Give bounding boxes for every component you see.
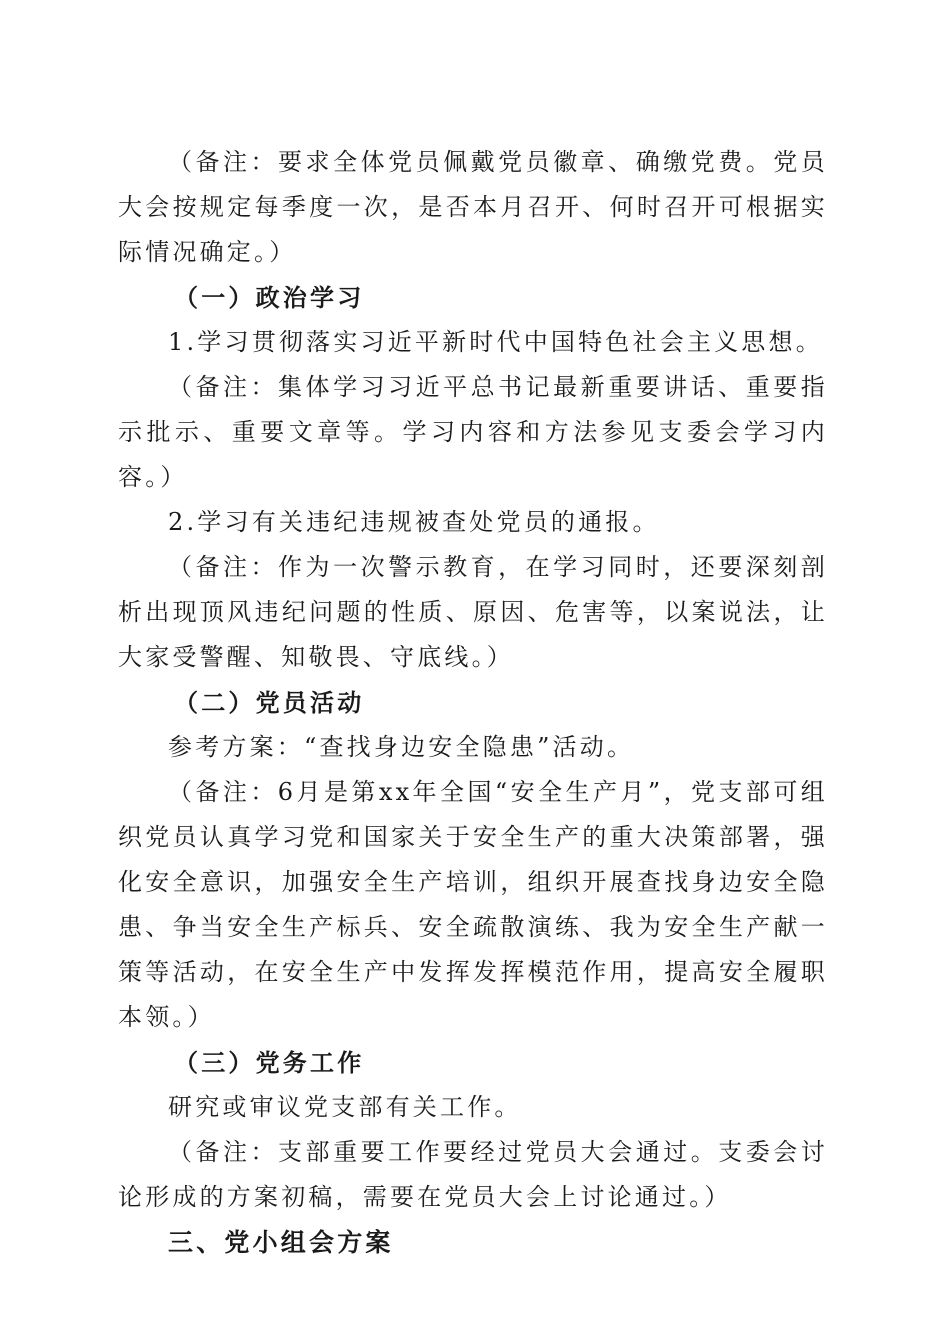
note-study-item-2: （备注：作为一次警示教育，在学习同时，还要深刻剖析出现顶风违纪问题的性质、原因、危害等，以案说法，让大家受警醒、知敬畏、守底线。） <box>118 553 828 671</box>
section-heading-party-affairs: （三）党务工作 <box>174 1048 365 1077</box>
activity-plan: 参考方案：“查找身边安全隐患”活动。 <box>168 733 635 761</box>
note-party-affairs: （备注：支部重要工作要经过党员大会通过。支委会讨论形成的方案初稿，需要在党员大会上讨论通过。） <box>118 1138 828 1211</box>
study-item-2: 2.学习有关违纪违规被查处党员的通报。 <box>168 508 660 536</box>
note-study-item-1: （备注：集体学习习近平总书记最新重要讲话、重要指示批示、重要文章等。学习内容和方法参见支委会学习内容。） <box>118 373 828 491</box>
study-item-1: 1.学习贯彻落实习近平新时代中国特色社会主义思想。 <box>168 328 823 356</box>
main-heading-group-meeting: 三、党小组会方案 <box>168 1228 394 1257</box>
note-intro: （备注：要求全体党员佩戴党员徽章、确缴党费。党员大会按规定每季度一次，是否本月召开、何时召开可根据实际情况确定。） <box>118 148 828 266</box>
party-affairs-task: 研究或审议党支部有关工作。 <box>168 1093 522 1121</box>
note-activity: （备注：6月是第xx年全国“安全生产月”，党支部可组织党员认真学习党和国家关于安全生产的重大决策部署，强化安全意识，加强安全生产培训，组织开展查找身边安全隐患、争当安全生产标兵、安全疏散演练、我为安全生产献一策等活动，在安全生产中发挥发挥模范作用，提高安全履职本领。） <box>118 778 828 1031</box>
document-body <box>118 140 828 1265</box>
section-heading-political-study: （一）政治学习 <box>174 283 365 312</box>
section-heading-member-activity: （二）党员活动 <box>174 688 365 717</box>
